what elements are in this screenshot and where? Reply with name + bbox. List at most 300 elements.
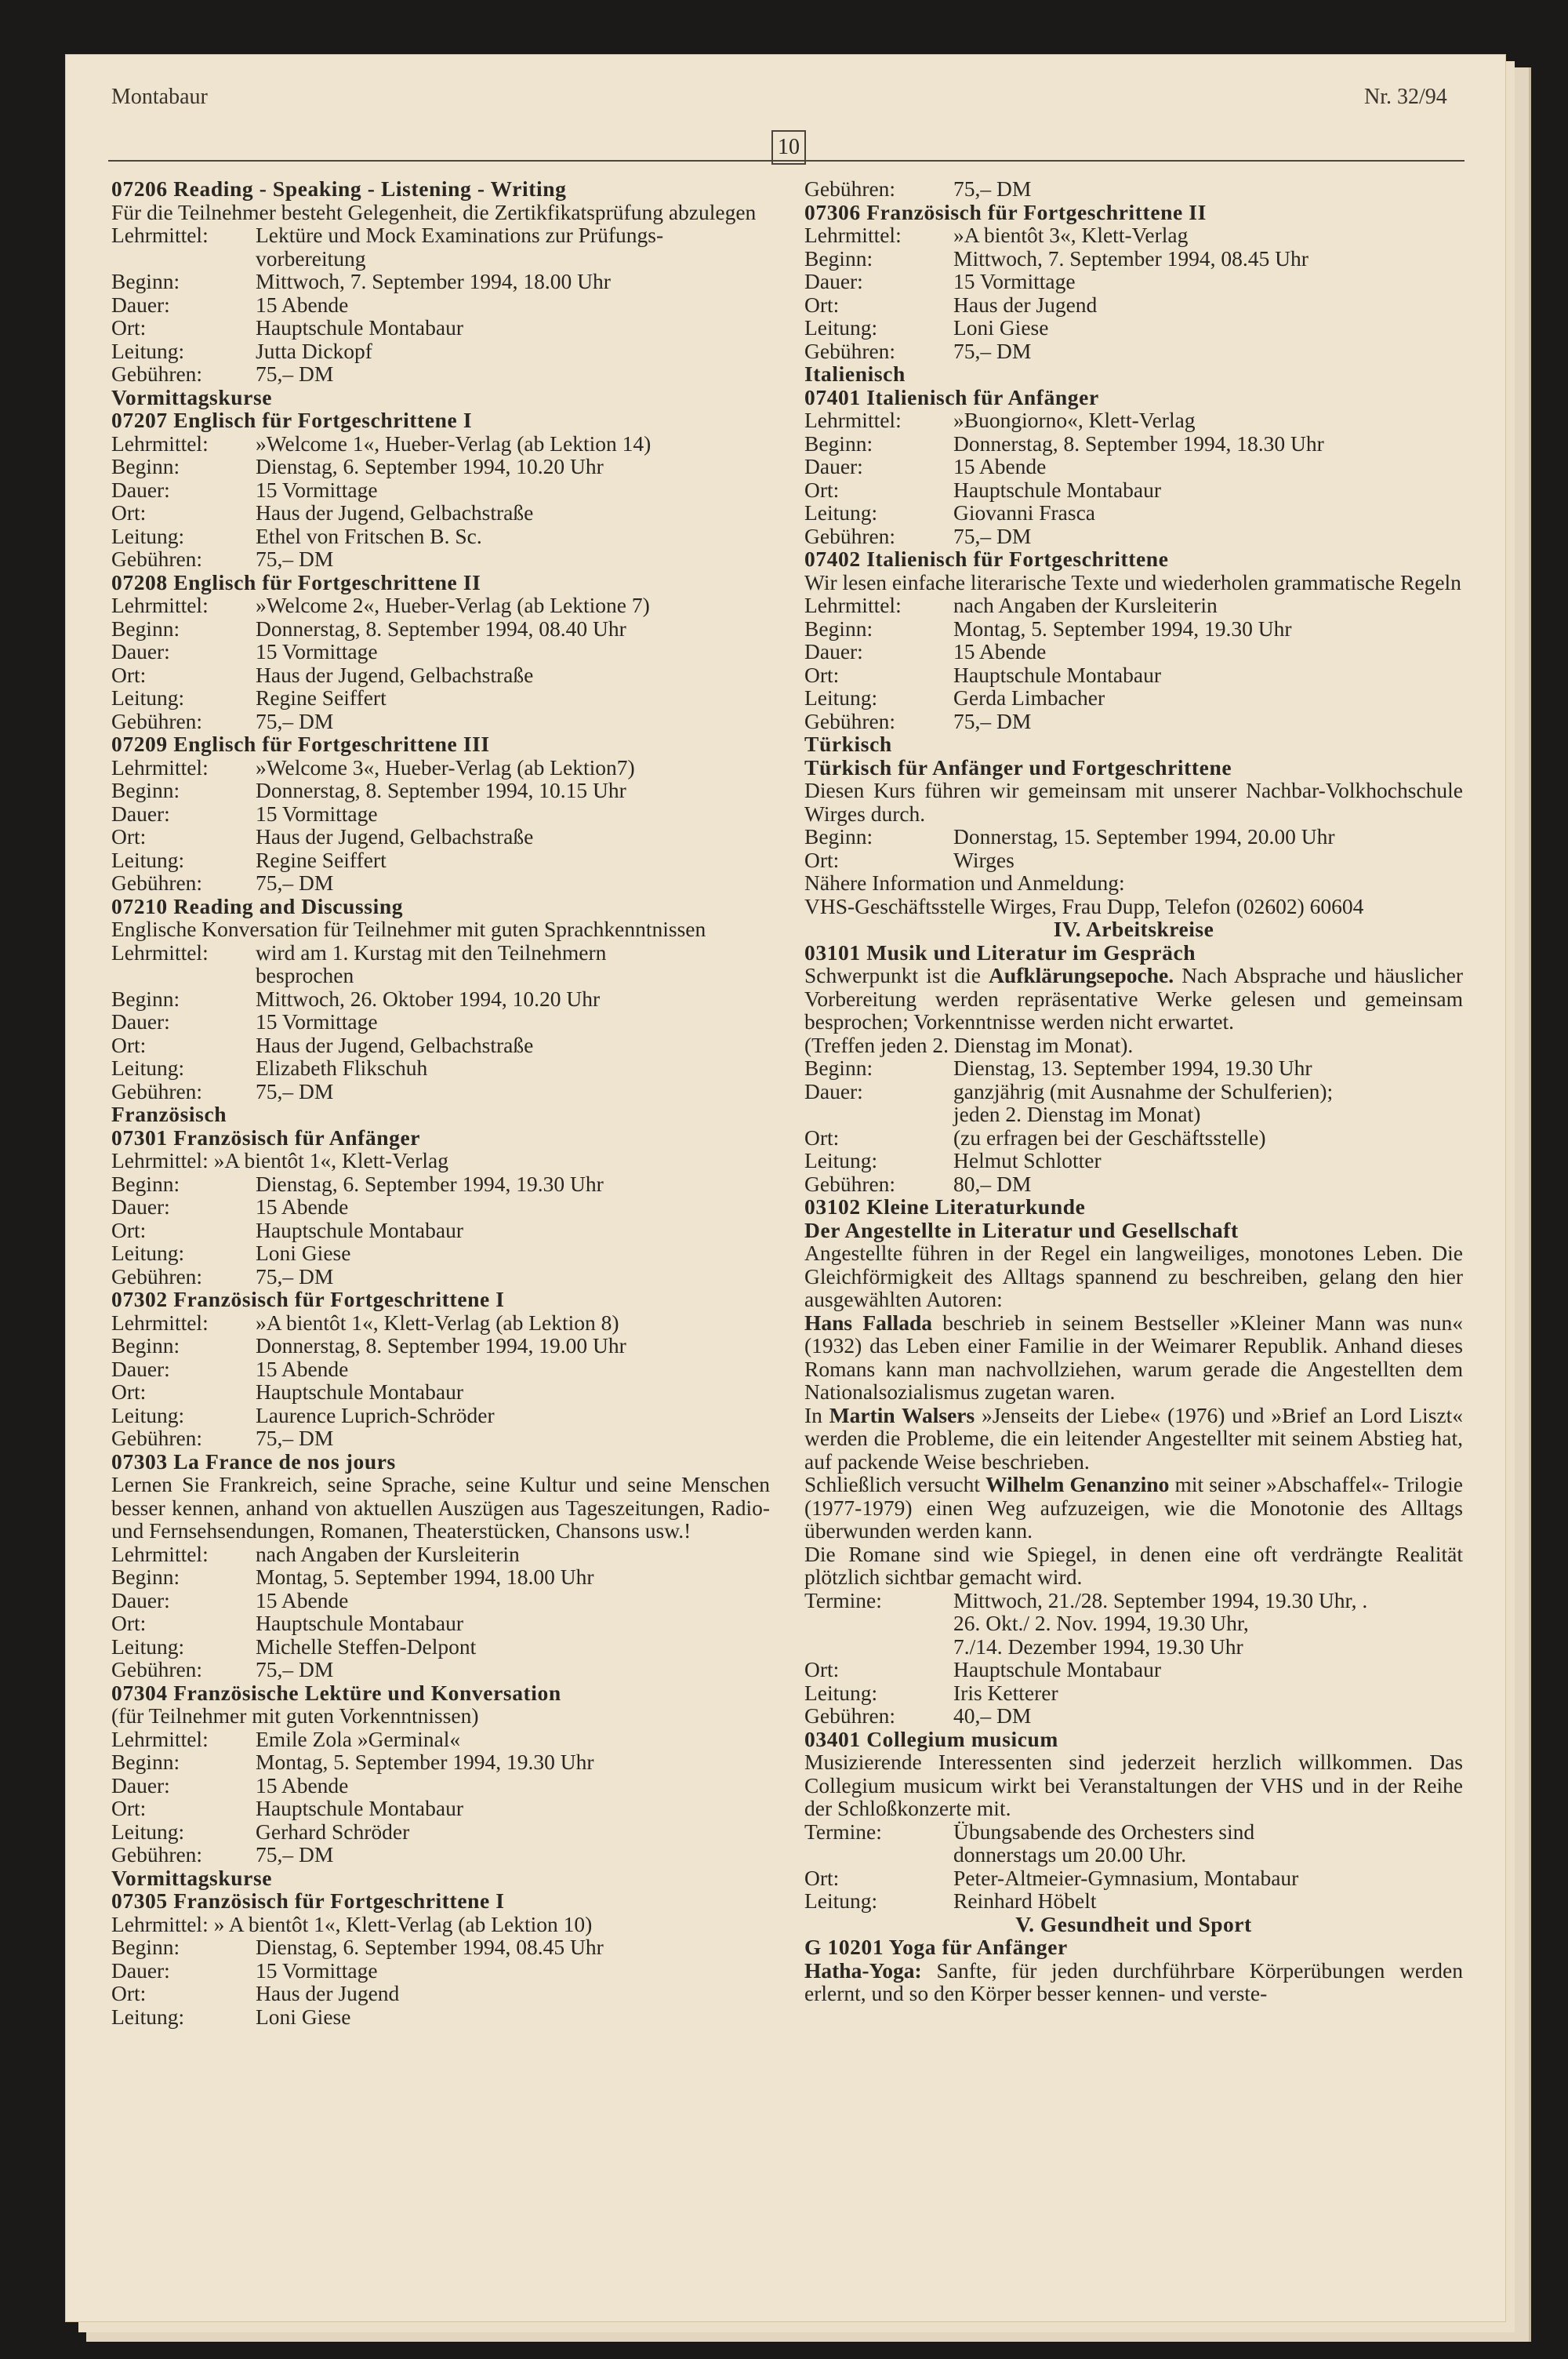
course-detail-row <box>804 710 1463 733</box>
course-detail-row <box>804 1612 1463 1635</box>
course-heading: Der Angestellte in Literatur und Gesellschaft <box>804 1217 1239 1242</box>
detail-value: Hauptschule Montabaur <box>953 662 1161 687</box>
detail-label: Leitung: <box>111 2004 185 2029</box>
detail-label: Ort: <box>804 1657 840 1681</box>
course-heading: Türkisch <box>804 732 892 756</box>
text-line: (Treffen jeden 2. Dienstag im Monat). <box>804 1032 1134 1057</box>
course-description: Die Romane sind wie Spiegel, in denen eine oft verdrängte Realität plötzlich sichtbar gemacht wird. <box>804 1541 1463 1589</box>
detail-label: Termine: <box>804 1819 882 1844</box>
detail-value: Hauptschule Montabaur <box>953 477 1161 502</box>
course-detail-row <box>804 247 1463 271</box>
detail-label: Leitung: <box>804 500 878 525</box>
text-line: (für Teilnehmer mit guten Vorkenntnissen) <box>111 1703 479 1728</box>
detail-label: Leitung: <box>111 523 185 548</box>
course-description: Angestellte führen in der Regel ein langweiliges, monotones Leben. Die Gleichförmigkeit des Alltags spannend zu beschreiben, gelang den hier ausgewählten Autoren: <box>804 1241 1463 1311</box>
detail-value: Hauptschule Montabaur <box>256 1217 463 1242</box>
detail-label: Lehrmittel: <box>111 754 209 780</box>
course-detail-row <box>111 964 770 987</box>
course-detail-row <box>804 617 1463 641</box>
detail-label: Dauer: <box>804 639 863 663</box>
course-heading: 07208 Englisch für Fortgeschrittene II <box>111 569 481 594</box>
course-heading: 07301 Französisch für Anfänger <box>111 1125 421 1150</box>
course-detail-row <box>111 293 770 317</box>
detail-label: Beginn: <box>804 245 873 271</box>
detail-label: Lehrmittel: <box>111 223 209 247</box>
course-detail-row <box>111 270 770 293</box>
detail-label: Ort: <box>804 477 840 502</box>
course-detail-row <box>111 1543 770 1566</box>
detail-label: Gebühren: <box>111 871 203 895</box>
course-detail-row <box>804 525 1463 548</box>
course-detail-row <box>111 710 770 733</box>
detail-label: Beginn: <box>111 269 180 293</box>
detail-label: Gebühren: <box>111 1657 203 1681</box>
detail-value: 75,– DM <box>953 338 1032 363</box>
course-detail-row <box>804 409 1463 432</box>
course-detail-row <box>111 525 770 548</box>
course-detail-row <box>111 362 770 386</box>
detail-value: Gerda Limbacher <box>953 685 1105 710</box>
detail-value: 75,– DM <box>256 1426 334 1450</box>
detail-label: Leitung: <box>804 1680 878 1705</box>
course-detail-row <box>111 547 770 571</box>
detail-label: Dauer: <box>804 454 863 478</box>
left-column <box>111 177 770 2028</box>
detail-value: 75,– DM <box>953 176 1032 201</box>
course-detail-row <box>111 1612 770 1635</box>
detail-label <box>804 1103 953 1126</box>
detail-value: Emile Zola »Germinal« <box>256 1726 461 1751</box>
detail-value: Haus der Jugend <box>953 292 1098 317</box>
course-detail-row <box>804 1103 1463 1126</box>
detail-value: 15 Abende <box>953 639 1047 663</box>
detail-value: Regine Seiffert <box>256 847 387 872</box>
course-detail-row <box>804 177 1463 201</box>
course-detail-row <box>804 1889 1463 1913</box>
detail-value: Donnerstag, 8. September 1994, 18.30 Uhr <box>953 431 1324 456</box>
detail-value: 75,– DM <box>256 362 334 386</box>
course-detail-row <box>111 1589 770 1612</box>
course-detail-row <box>804 825 1463 849</box>
detail-label: Beginn: <box>111 778 180 802</box>
detail-value: 15 Abende <box>256 1772 349 1797</box>
course-detail-row <box>804 1820 1463 1844</box>
detail-label <box>804 1635 953 1659</box>
detail-value: wird am 1. Kurstag mit den Teilnehmern <box>256 940 607 965</box>
course-description: Schließlich versucht Wilhelm Genanzino mit seiner »Abschaffel«- Trilogie (1977-1979) einen Weg aufzuzeigen, wie die Monotonie des Alltags überwunden werden kann. <box>804 1472 1463 1543</box>
detail-value: Hauptschule Montabaur <box>256 315 463 340</box>
detail-label: Ort: <box>111 824 147 849</box>
detail-value: »Welcome 3«, Hueber-Verlag (ab Lektion7) <box>256 754 635 780</box>
text-line: Nähere Information und Anmeldung: <box>804 871 1125 895</box>
detail-value: nach Angaben der Kursleiterin <box>256 1541 520 1566</box>
course-detail-row <box>804 640 1463 663</box>
detail-label: Lehrmittel: <box>111 431 209 456</box>
detail-label: Lehrmittel: <box>111 1726 209 1751</box>
detail-label: Lehrmittel: <box>111 1310 209 1335</box>
detail-label: Dauer: <box>111 1772 170 1797</box>
course-detail-row <box>111 1334 770 1358</box>
detail-label: Gebühren: <box>804 708 896 733</box>
detail-value: Wirges <box>953 847 1014 872</box>
detail-value: Laurence Luprich-Schröder <box>256 1402 495 1427</box>
course-heading: 07207 Englisch für Fortgeschrittene I <box>111 408 473 432</box>
detail-label: Beginn: <box>111 454 180 478</box>
course-detail-row <box>804 1704 1463 1728</box>
detail-value: Dienstag, 6. September 1994, 10.20 Uhr <box>256 454 604 478</box>
course-description: Englische Konversation für Teilnehmer mit guten Sprachkenntnissen <box>111 917 706 941</box>
detail-value: Dienstag, 6. September 1994, 08.45 Uhr <box>256 1935 604 1959</box>
course-detail-row <box>111 1034 770 1057</box>
detail-label: Lehrmittel: <box>111 940 209 965</box>
detail-label: Beginn: <box>804 616 873 641</box>
course-detail-row <box>111 1241 770 1265</box>
detail-label: Gebühren: <box>804 338 896 363</box>
detail-value: 75,– DM <box>256 1263 334 1289</box>
course-heading: 07209 Englisch für Fortgeschrittene III <box>111 732 490 756</box>
course-heading: 03102 Kleine Literaturkunde <box>804 1194 1086 1219</box>
detail-label <box>804 1612 953 1635</box>
course-detail-row <box>111 1658 770 1681</box>
detail-label: Dauer: <box>111 1957 170 1983</box>
course-detail-row <box>804 594 1463 617</box>
detail-value: 75,– DM <box>256 871 334 895</box>
section-heading: V. Gesundheit und Sport <box>1015 1911 1252 1936</box>
course-detail-row <box>111 478 770 502</box>
detail-label: Gebühren: <box>111 1426 203 1450</box>
course-heading: 07306 Französisch für Fortgeschrittene II <box>804 199 1207 224</box>
detail-value: Dienstag, 6. September 1994, 19.30 Uhr <box>256 1171 604 1196</box>
header-place: Montabaur <box>111 85 208 109</box>
right-column <box>804 177 1463 2005</box>
detail-label: Ort: <box>804 847 840 872</box>
course-detail-row <box>111 1265 770 1289</box>
course-detail-row <box>111 1427 770 1450</box>
course-heading: 07303 La France de nos jours <box>111 1448 396 1474</box>
detail-value: Jutta Dickopf <box>256 338 372 363</box>
detail-label: Gebühren: <box>804 176 896 201</box>
detail-value: 75,– DM <box>953 523 1032 548</box>
detail-value: Michelle Steffen-Delpont <box>256 1634 477 1659</box>
detail-label: Gebühren: <box>111 1842 203 1866</box>
detail-label: Gebühren: <box>111 708 203 733</box>
detail-label: Leitung: <box>804 685 878 710</box>
detail-label: Ort: <box>111 662 147 687</box>
detail-label: Gebühren: <box>111 1078 203 1103</box>
detail-label: Dauer: <box>111 1009 170 1034</box>
course-detail-row <box>804 432 1463 456</box>
detail-value: Hauptschule Montabaur <box>256 1379 463 1404</box>
detail-label: Ort: <box>111 315 147 340</box>
detail-label: Beginn: <box>111 1565 180 1589</box>
course-heading: Vormittagskurse <box>111 1865 273 1890</box>
course-detail-row <box>111 779 770 802</box>
detail-value: Elizabeth Flikschuh <box>256 1056 428 1080</box>
detail-value: Iris Ketterer <box>953 1680 1058 1705</box>
course-heading: 07402 Italienisch für Fortgeschrittene <box>804 547 1169 571</box>
course-detail-row <box>804 1866 1463 1890</box>
detail-label: Lehrmittel: <box>804 408 902 432</box>
detail-value: 15 Vormittage <box>256 1009 378 1034</box>
detail-label: Ort: <box>111 1217 147 1242</box>
detail-label: Dauer: <box>804 269 863 293</box>
detail-label: Ort: <box>111 1379 147 1404</box>
course-detail-row <box>804 1681 1463 1705</box>
detail-value: »Welcome 2«, Hueber-Verlag (ab Lektione 7) <box>256 593 650 617</box>
course-detail-row <box>111 432 770 456</box>
detail-label: Leitung: <box>804 1148 878 1172</box>
detail-label: Beginn: <box>111 986 180 1011</box>
course-description: In Martin Walsers »Jenseits der Liebe« (1976) und »Brief an Lord Liszt« werden die Probleme, die ein leitender Angestellter mit seinem Abstieg hat, auf packende Weise beschrieben. <box>804 1402 1463 1474</box>
course-description: Wir lesen einfache literarische Texte und wiederholen grammatische Regeln <box>804 569 1461 594</box>
course-detail-row <box>111 594 770 617</box>
detail-value: Loni Giese <box>256 1241 351 1265</box>
detail-value: »A bientôt 3«, Klett-Verlag <box>953 223 1189 247</box>
detail-value: »A bientôt 1«, Klett-Verlag (ab Lektion 8) <box>256 1310 619 1335</box>
course-heading: Vormittagskurse <box>111 384 273 409</box>
course-detail-row <box>804 316 1463 340</box>
course-detail-row <box>111 1797 770 1820</box>
course-detail-row <box>111 1565 770 1589</box>
detail-label: Dauer: <box>111 801 170 826</box>
detail-label: Dauer: <box>111 1194 170 1219</box>
course-heading: 03101 Musik und Literatur im Gespräch <box>804 940 1196 965</box>
course-detail-row <box>111 756 770 780</box>
detail-label: Leitung: <box>111 1056 185 1080</box>
detail-value: Loni Giese <box>953 315 1049 340</box>
detail-label: Gebühren: <box>804 1703 896 1728</box>
course-detail-row <box>804 293 1463 317</box>
detail-value: 75,– DM <box>256 547 334 571</box>
detail-label: Beginn: <box>804 431 873 456</box>
course-detail-row <box>111 1311 770 1335</box>
course-detail-row <box>804 1172 1463 1196</box>
course-description: Diesen Kurs führen wir gemeinsam mit unserer Nachbar-Volkhochschule Wirges durch. <box>804 778 1463 826</box>
detail-label: Ort: <box>111 1796 147 1820</box>
page-number: 10 <box>771 130 806 165</box>
detail-value: 15 Abende <box>256 1587 349 1612</box>
detail-label: Dauer: <box>111 1356 170 1381</box>
detail-value: Loni Giese <box>256 2004 351 2029</box>
detail-label: Leitung: <box>111 847 185 872</box>
detail-label: Gebühren: <box>111 547 203 571</box>
course-description: Hatha-Yoga: Sanfte, für jeden durchführbare Körperübungen werden erlernt, und so den Körper besser kennen- und verste- <box>804 1957 1463 2005</box>
detail-value: 40,– DM <box>953 1703 1032 1728</box>
course-heading: 03401 Collegium musicum <box>804 1726 1058 1751</box>
text-line: Lehrmittel: »A bientôt 1«, Klett-Verlag <box>111 1148 448 1172</box>
detail-label: Gebühren: <box>111 1263 203 1289</box>
detail-value: »Welcome 1«, Hueber-Verlag (ab Lektion 14) <box>256 431 652 456</box>
course-detail-row <box>111 2005 770 2029</box>
course-description: Musizierende Interessenten sind jederzeit herzlich willkommen. Das Collegium musicum wirkt bei Veranstaltungen der VHS und in der Reihe der Schloßkonzerte mit. <box>804 1750 1463 1820</box>
course-detail-row <box>804 1080 1463 1103</box>
course-detail-row <box>111 340 770 363</box>
detail-value: Donnerstag, 15. September 1994, 20.00 Uhr <box>953 824 1335 849</box>
detail-value: 15 Vormittage <box>256 477 378 502</box>
detail-value: 15 Vormittage <box>256 1957 378 1983</box>
detail-label: Leitung: <box>804 315 878 340</box>
detail-value: Mittwoch, 26. Oktober 1994, 10.20 Uhr <box>256 986 601 1011</box>
detail-value: Übungsabende des Orchesters sind <box>953 1819 1255 1844</box>
detail-value: Hauptschule Montabaur <box>953 1657 1161 1681</box>
course-detail-row <box>111 1820 770 1844</box>
detail-label: Beginn: <box>111 1333 180 1358</box>
detail-label: Leitung: <box>111 1241 185 1265</box>
detail-label: Lehrmittel: <box>804 593 902 617</box>
detail-label: Ort: <box>111 500 147 525</box>
course-detail-row <box>111 1774 770 1797</box>
course-detail-row <box>111 663 770 687</box>
detail-value: Haus der Jugend, Gelbachstraße <box>256 1032 534 1057</box>
course-heading: 07305 Französisch für Fortgeschrittene I <box>111 1888 505 1913</box>
detail-label: Dauer: <box>111 639 170 663</box>
detail-value: 26. Okt./ 2. Nov. 1994, 19.30 Uhr, <box>953 1611 1249 1635</box>
detail-value: Dienstag, 13. September 1994, 19.30 Uhr <box>953 1056 1312 1080</box>
detail-label: Ort: <box>111 1032 147 1057</box>
detail-label <box>111 964 256 987</box>
detail-label: Ort: <box>804 1865 840 1890</box>
detail-value: Ethel von Fritschen B. Sc. <box>256 523 482 548</box>
detail-value: besprochen <box>256 963 354 987</box>
header-rule <box>108 160 1465 162</box>
detail-value: Hauptschule Montabaur <box>256 1611 463 1635</box>
detail-label: Beginn: <box>111 1750 180 1774</box>
course-detail-row <box>804 849 1463 872</box>
course-detail-row <box>111 825 770 849</box>
detail-value: Peter-Altmeier-Gymnasium, Montabaur <box>953 1865 1299 1890</box>
detail-label: Leitung: <box>111 1634 185 1659</box>
course-detail-row <box>111 1982 770 2005</box>
detail-value: 15 Abende <box>953 454 1047 478</box>
detail-label: Leitung: <box>111 338 185 363</box>
detail-label: Ort: <box>804 662 840 687</box>
detail-value: 75,– DM <box>256 708 334 733</box>
detail-label: Beginn: <box>111 1935 180 1959</box>
issue-number: Nr. 32/94 <box>1364 85 1447 109</box>
course-detail-row <box>111 1172 770 1196</box>
detail-value: Lektüre und Mock Examinations zur Prüfungs- <box>256 223 664 247</box>
detail-value: 75,– DM <box>256 1657 334 1681</box>
detail-label: Beginn: <box>111 1171 180 1196</box>
course-heading: 07206 Reading - Speaking - Listening - Writing <box>111 176 567 201</box>
course-description: Für die Teilnehmer besteht Gelegenheit, die Zertikfikatsprüfung abzulegen <box>111 199 757 224</box>
detail-value: ganzjährig (mit Ausnahme der Schulferien); <box>953 1078 1334 1103</box>
detail-value: donnerstags um 20.00 Uhr. <box>953 1842 1187 1866</box>
detail-value: Hauptschule Montabaur <box>256 1796 463 1820</box>
course-detail-row <box>111 1936 770 1959</box>
course-detail-row <box>111 686 770 710</box>
course-detail-row <box>111 1750 770 1774</box>
course-detail-row <box>804 663 1463 687</box>
detail-value: Donnerstag, 8. September 1994, 10.15 Uhr <box>256 778 626 802</box>
course-detail-row <box>111 640 770 663</box>
course-detail-row <box>111 224 770 247</box>
course-detail-row <box>804 270 1463 293</box>
detail-value: 15 Vormittage <box>256 639 378 663</box>
course-detail-row <box>111 1358 770 1381</box>
course-description: Lernen Sie Frankreich, seine Sprache, seine Kultur und seine Menschen besser kennen, anhand von aktuellen Auszügen aus Tageszeitungen, Radio- und Fernsehsendungen, Romanen, Theaterstücken, Chansons usw.! <box>111 1472 770 1543</box>
detail-value: 7./14. Dezember 1994, 19.30 Uhr <box>953 1634 1243 1659</box>
course-detail-row <box>804 224 1463 247</box>
course-description: Schwerpunkt ist die Aufklärungsepoche. Nach Absprache und häuslicher Vorbereitung werden repräsentative Werke gelesen und gemeinsam besprochen; Vorkenntnisse werden nicht erwartet. <box>804 963 1463 1034</box>
course-detail-row <box>804 1126 1463 1150</box>
detail-value: Montag, 5. September 1994, 19.30 Uhr <box>256 1750 594 1774</box>
course-detail-row <box>111 501 770 525</box>
course-detail-row <box>111 1219 770 1242</box>
detail-value: Gerhard Schröder <box>256 1819 410 1844</box>
course-heading: G 10201 Yoga für Anfänger <box>804 1935 1068 1959</box>
detail-value: Mittwoch, 7. September 1994, 08.45 Uhr <box>953 245 1308 271</box>
course-detail-row <box>804 455 1463 478</box>
detail-value: Regine Seiffert <box>256 685 387 710</box>
detail-label <box>111 247 256 271</box>
section-heading: IV. Arbeitskreise <box>1053 917 1214 941</box>
course-detail-row <box>804 1589 1463 1612</box>
course-detail-row <box>111 247 770 271</box>
course-heading: 07302 Französisch für Fortgeschrittene I <box>111 1287 505 1311</box>
course-detail-row <box>111 1380 770 1404</box>
course-detail-row <box>111 1728 770 1751</box>
detail-label: Ort: <box>111 1611 147 1635</box>
detail-label: Gebühren: <box>804 1171 896 1196</box>
detail-value: (zu erfragen bei der Geschäftsstelle) <box>953 1125 1266 1150</box>
detail-value: 15 Abende <box>256 1356 349 1381</box>
course-detail-row <box>804 1056 1463 1080</box>
detail-label: Leitung: <box>111 685 185 710</box>
course-detail-row <box>804 1658 1463 1681</box>
course-detail-row <box>111 987 770 1011</box>
course-detail-row <box>111 316 770 340</box>
detail-value: 15 Abende <box>256 1194 349 1219</box>
text-line: Lehrmittel: » A bientôt 1«, Klett-Verlag (ab Lektion 10) <box>111 1911 593 1936</box>
detail-label: Termine: <box>804 1587 882 1612</box>
course-detail-row <box>804 340 1463 363</box>
course-detail-row <box>111 1056 770 1080</box>
course-description: Hans Fallada beschrieb in seinem Bestseller »Kleiner Mann was nun« (1932) das Leben einer Familie in der Weimarer Republik. Anhand dieses Romans kann man nachvollziehen, warum gerade die Angestellten dem Nationalsozialismus zugetan waren. <box>804 1310 1463 1404</box>
course-detail-row <box>804 686 1463 710</box>
detail-label: Dauer: <box>804 1078 863 1103</box>
detail-value: 75,– DM <box>953 708 1032 733</box>
detail-value: Haus der Jugend, Gelbachstraße <box>256 500 534 525</box>
detail-value: Giovanni Frasca <box>953 500 1095 525</box>
detail-label: Gebühren: <box>111 362 203 386</box>
detail-label: Beginn: <box>804 1056 873 1080</box>
course-heading: 07304 Französische Lektüre und Konversation <box>111 1680 561 1705</box>
course-heading: 07210 Reading and Discussing <box>111 893 404 918</box>
course-detail-row <box>111 1404 770 1427</box>
course-detail-row <box>111 1010 770 1034</box>
course-detail-row <box>804 1843 1463 1866</box>
detail-label: Leitung: <box>111 1402 185 1427</box>
detail-label: Dauer: <box>111 477 170 502</box>
detail-value: Reinhard Höbelt <box>953 1888 1097 1913</box>
detail-label: Beginn: <box>804 824 873 849</box>
detail-value: Haus der Jugend <box>256 1981 400 2005</box>
detail-value: Montag, 5. September 1994, 19.30 Uhr <box>953 616 1292 641</box>
detail-label <box>804 1843 953 1866</box>
course-detail-row <box>111 1635 770 1659</box>
detail-value: vorbereitung <box>256 245 366 271</box>
detail-label: Lehrmittel: <box>804 223 902 247</box>
detail-label: Ort: <box>111 1981 147 2005</box>
detail-value: 75,– DM <box>256 1078 334 1103</box>
detail-label: Leitung: <box>804 1888 878 1913</box>
course-detail-row <box>804 501 1463 525</box>
detail-value: nach Angaben der Kursleiterin <box>953 593 1218 617</box>
course-detail-row <box>111 617 770 641</box>
detail-label: Lehrmittel: <box>111 1541 209 1566</box>
detail-value: Montag, 5. September 1994, 18.00 Uhr <box>256 1565 594 1589</box>
